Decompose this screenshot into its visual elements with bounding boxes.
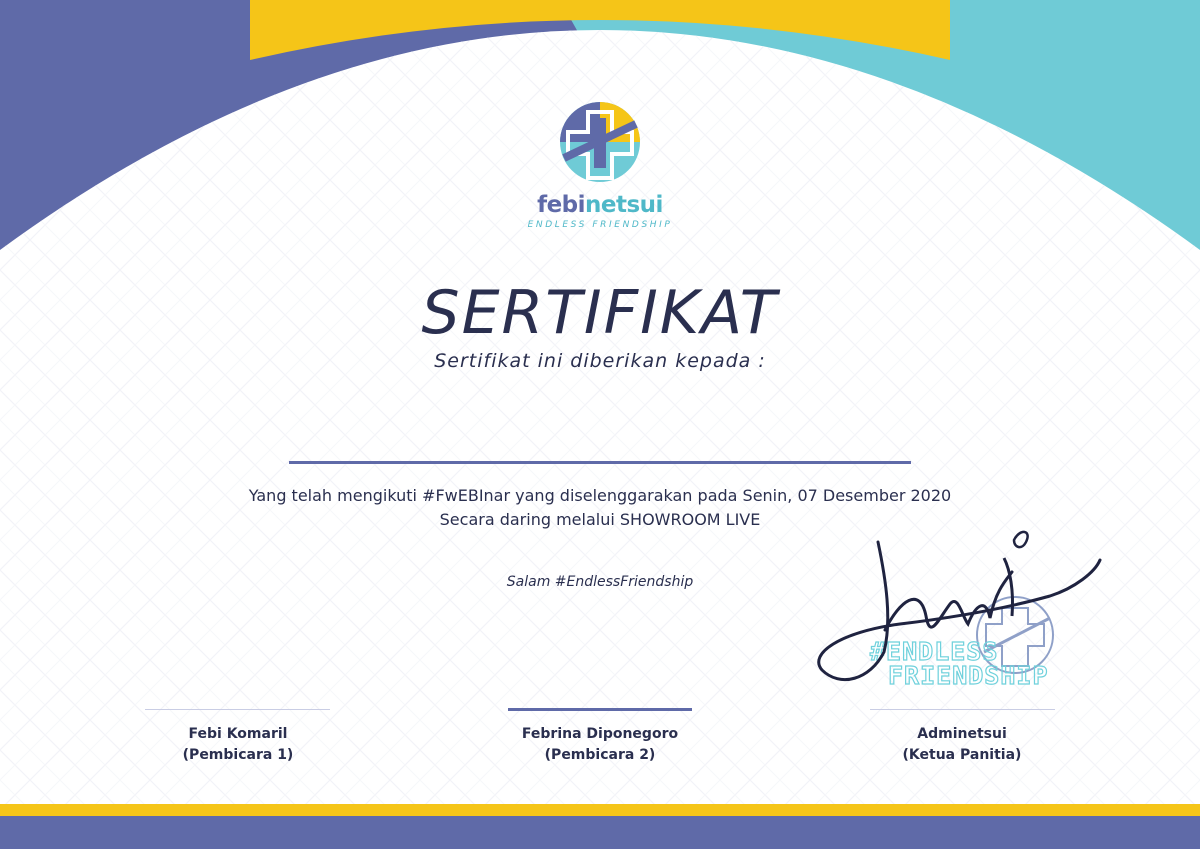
febinetsui-logo-icon [520, 98, 680, 188]
signature-line-2 [508, 708, 692, 711]
logo [520, 98, 680, 193]
recipient-name-line [289, 461, 911, 464]
signature-icon [800, 520, 1120, 700]
signatory-2 [480, 724, 720, 766]
signature-line-3 [870, 709, 1055, 710]
stamp-line-1: #ENDLESS [870, 637, 999, 666]
brand-tagline: ENDLESS FRIENDSHIP [527, 220, 673, 230]
signatory-2-name: Febrina Diponegoro [521, 726, 679, 742]
signatory-1-name: Febi Komaril [188, 726, 288, 742]
brand-part-febi: febi [537, 192, 586, 218]
brand-part-netsui: netsui [585, 192, 663, 218]
salam-text: Salam #EndlessFriendship [506, 574, 694, 590]
signature-line-1 [145, 709, 330, 710]
signatory-2-role: (Pembicara 2) [544, 747, 656, 763]
signatory-3-role: (Ketua Panitia) [902, 747, 1022, 763]
description-line-2: Secara daring melalui SHOWROOM LIVE [439, 510, 761, 529]
signatory-3 [842, 724, 1082, 766]
certificate-subtitle: Sertifikat ini diberikan kepada : [434, 350, 766, 372]
bottom-yellow-bar [0, 804, 1200, 816]
signatory-1 [118, 724, 358, 766]
signatory-3-name: Adminetsui [917, 726, 1007, 742]
stamp-line-2: FRIENDSHIP [888, 661, 1049, 690]
brand-name [500, 192, 700, 218]
certificate-title: SERTIFIKAT [421, 278, 779, 348]
bottom-blue-bar [0, 816, 1200, 849]
description-line-1: Yang telah mengikuti #FwEBInar yang diselenggarakan pada Senin, 07 Desember 2020 [248, 486, 952, 505]
signatory-1-role: (Pembicara 1) [182, 747, 294, 763]
